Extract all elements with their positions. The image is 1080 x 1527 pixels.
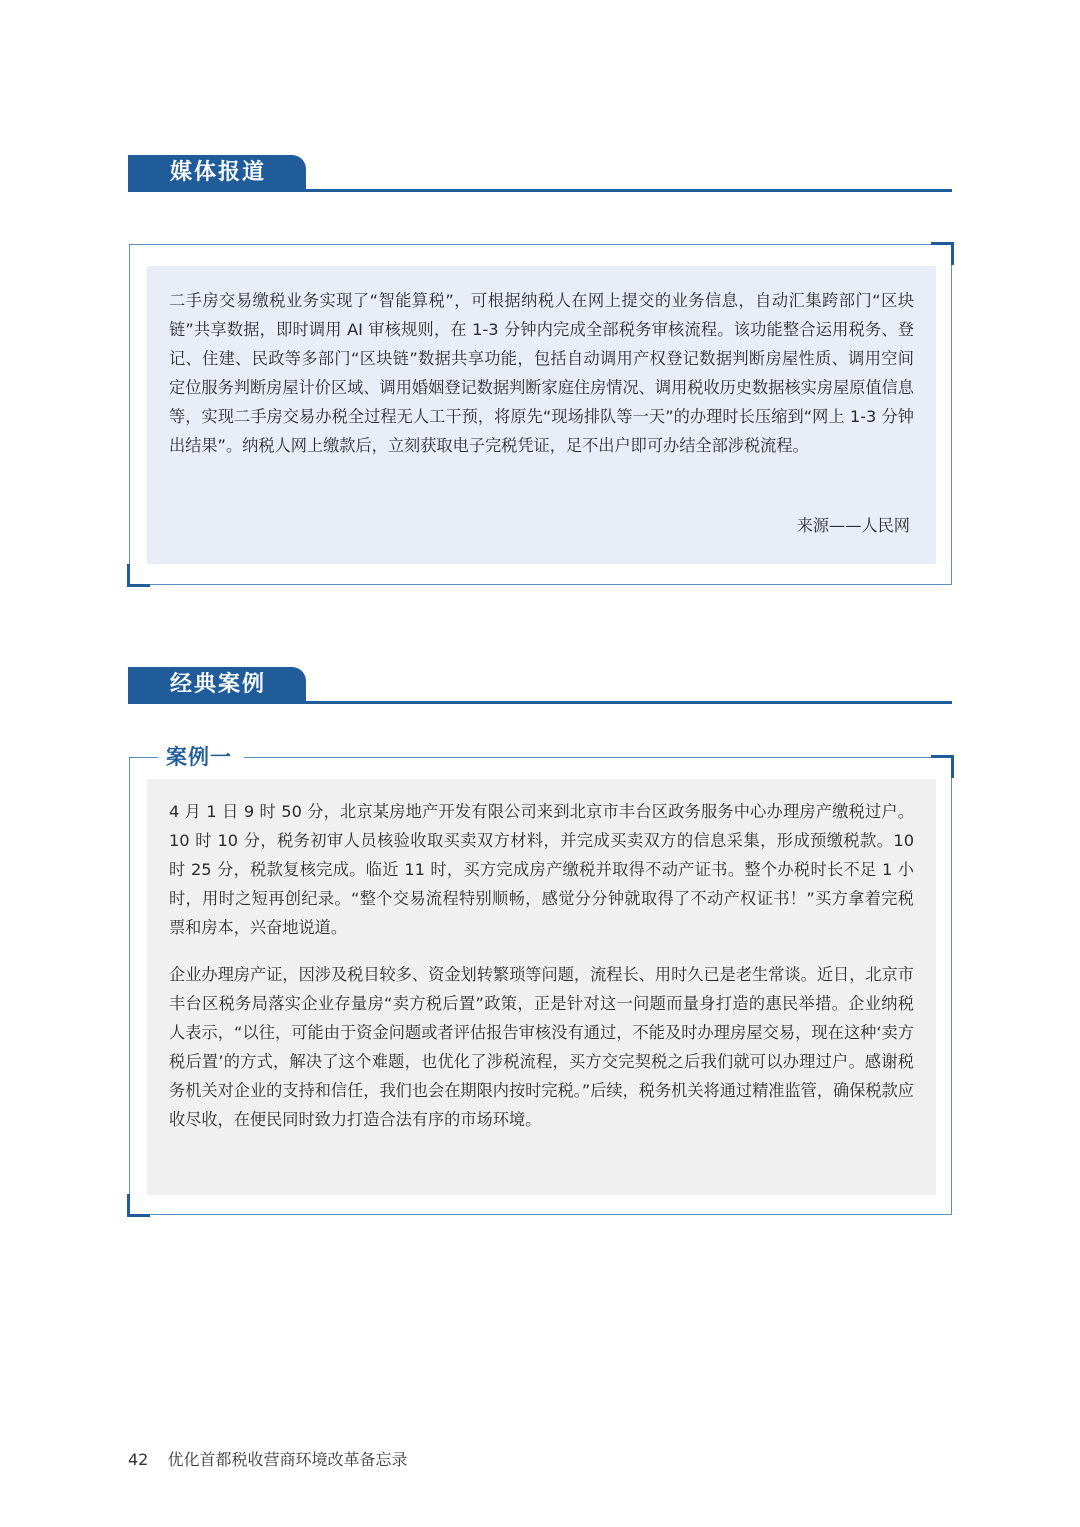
media-report-source: 来源——人民网 bbox=[796, 516, 910, 535]
page-footer bbox=[128, 1448, 407, 1472]
section-divider bbox=[128, 189, 952, 192]
case-paragraph: 企业办理房产证，因涉及税目较多、资金划转繁琐等问题，流程长、用时久已是老生常谈。近日，北京市丰台区税务局落实企业存量房“卖方税后置”政策，正是针对这一问题而量身打造的惠民举措。企业纳税人表示，“以往，可能由于资金问题或者评估报告审核没有通过，不能及时办理房屋交易，现在这种‘卖方税后置’的方式，解决了这个难题，也优化了涉税流程，买方交完契税之后我们就可以办理过户。感谢税务机关对企业的支持和信任，我们也会在期限内按时完税。”后续，税务机关将通过精准监管，确保税款应收尽收，在便民同时致力打造合法有序的市场环境。 bbox=[169, 965, 914, 1129]
section-divider bbox=[128, 701, 952, 704]
book-title: 优化首都税收营商环境改革备忘录 bbox=[167, 1450, 408, 1469]
media-report-panel bbox=[147, 266, 936, 564]
media-report-frame bbox=[129, 244, 952, 585]
case-paragraph: 4 月 1 日 9 时 50 分，北京某房地产开发有限公司来到北京市丰台区政务服务中心办理房产缴税过户。10 时 10 分，税务初审人员核验收取买卖双方材料，并完成买卖双方的信息采集，形成预缴税款。10 时 25 分，税款复核完成。临近 11 时，买方完成房产缴税并取得不动产证书。整个办税时长不足 1 小时，用时之短再创纪录。“整个交易流程特别顺畅，感觉分分钟就取得了不动产权证书！”买方拿着完税票和房本，兴奋地说道。 bbox=[169, 802, 914, 937]
frame-corner-accent bbox=[127, 1194, 150, 1217]
case-frame bbox=[129, 745, 952, 1215]
page-number: 42 bbox=[128, 1450, 149, 1469]
media-section-header bbox=[128, 155, 952, 195]
case-label: 案例一 bbox=[158, 742, 244, 772]
media-report-text: 二手房交易缴税业务实现了“智能算税”，可根据纳税人在网上提交的业务信息，自动汇集跨部门“区块链”共享数据，即时调用 AI 审核规则，在 1-3 分钟内完成全部税务审核流程。该功能整合运用税务、登记、住建、民政等多部门“区块链”数据共享功能，包括自动调用产权登记数据判断房屋性质、调用空间定位服务判断房屋计价区域、调用婚姻登记数据判断家庭住房情况、调用税收历史数据核实房屋原值信息等，实现二手房交易办税全过程无人工干预，将原先“现场排队等一天”的办理时长压缩到“网上 1-3 分钟出结果”。纳税人网上缴款后，立刻获取电子完税凭证，足不出户即可办结全部涉税流程。 bbox=[169, 291, 914, 455]
frame-corner-accent bbox=[127, 564, 150, 587]
media-section-title: 媒体报道 bbox=[128, 155, 306, 191]
case-section-title: 经典案例 bbox=[128, 667, 306, 703]
case-section-header bbox=[128, 667, 952, 707]
frame-corner-accent bbox=[931, 755, 954, 778]
frame-corner-accent bbox=[931, 242, 954, 265]
case-panel bbox=[147, 779, 936, 1195]
